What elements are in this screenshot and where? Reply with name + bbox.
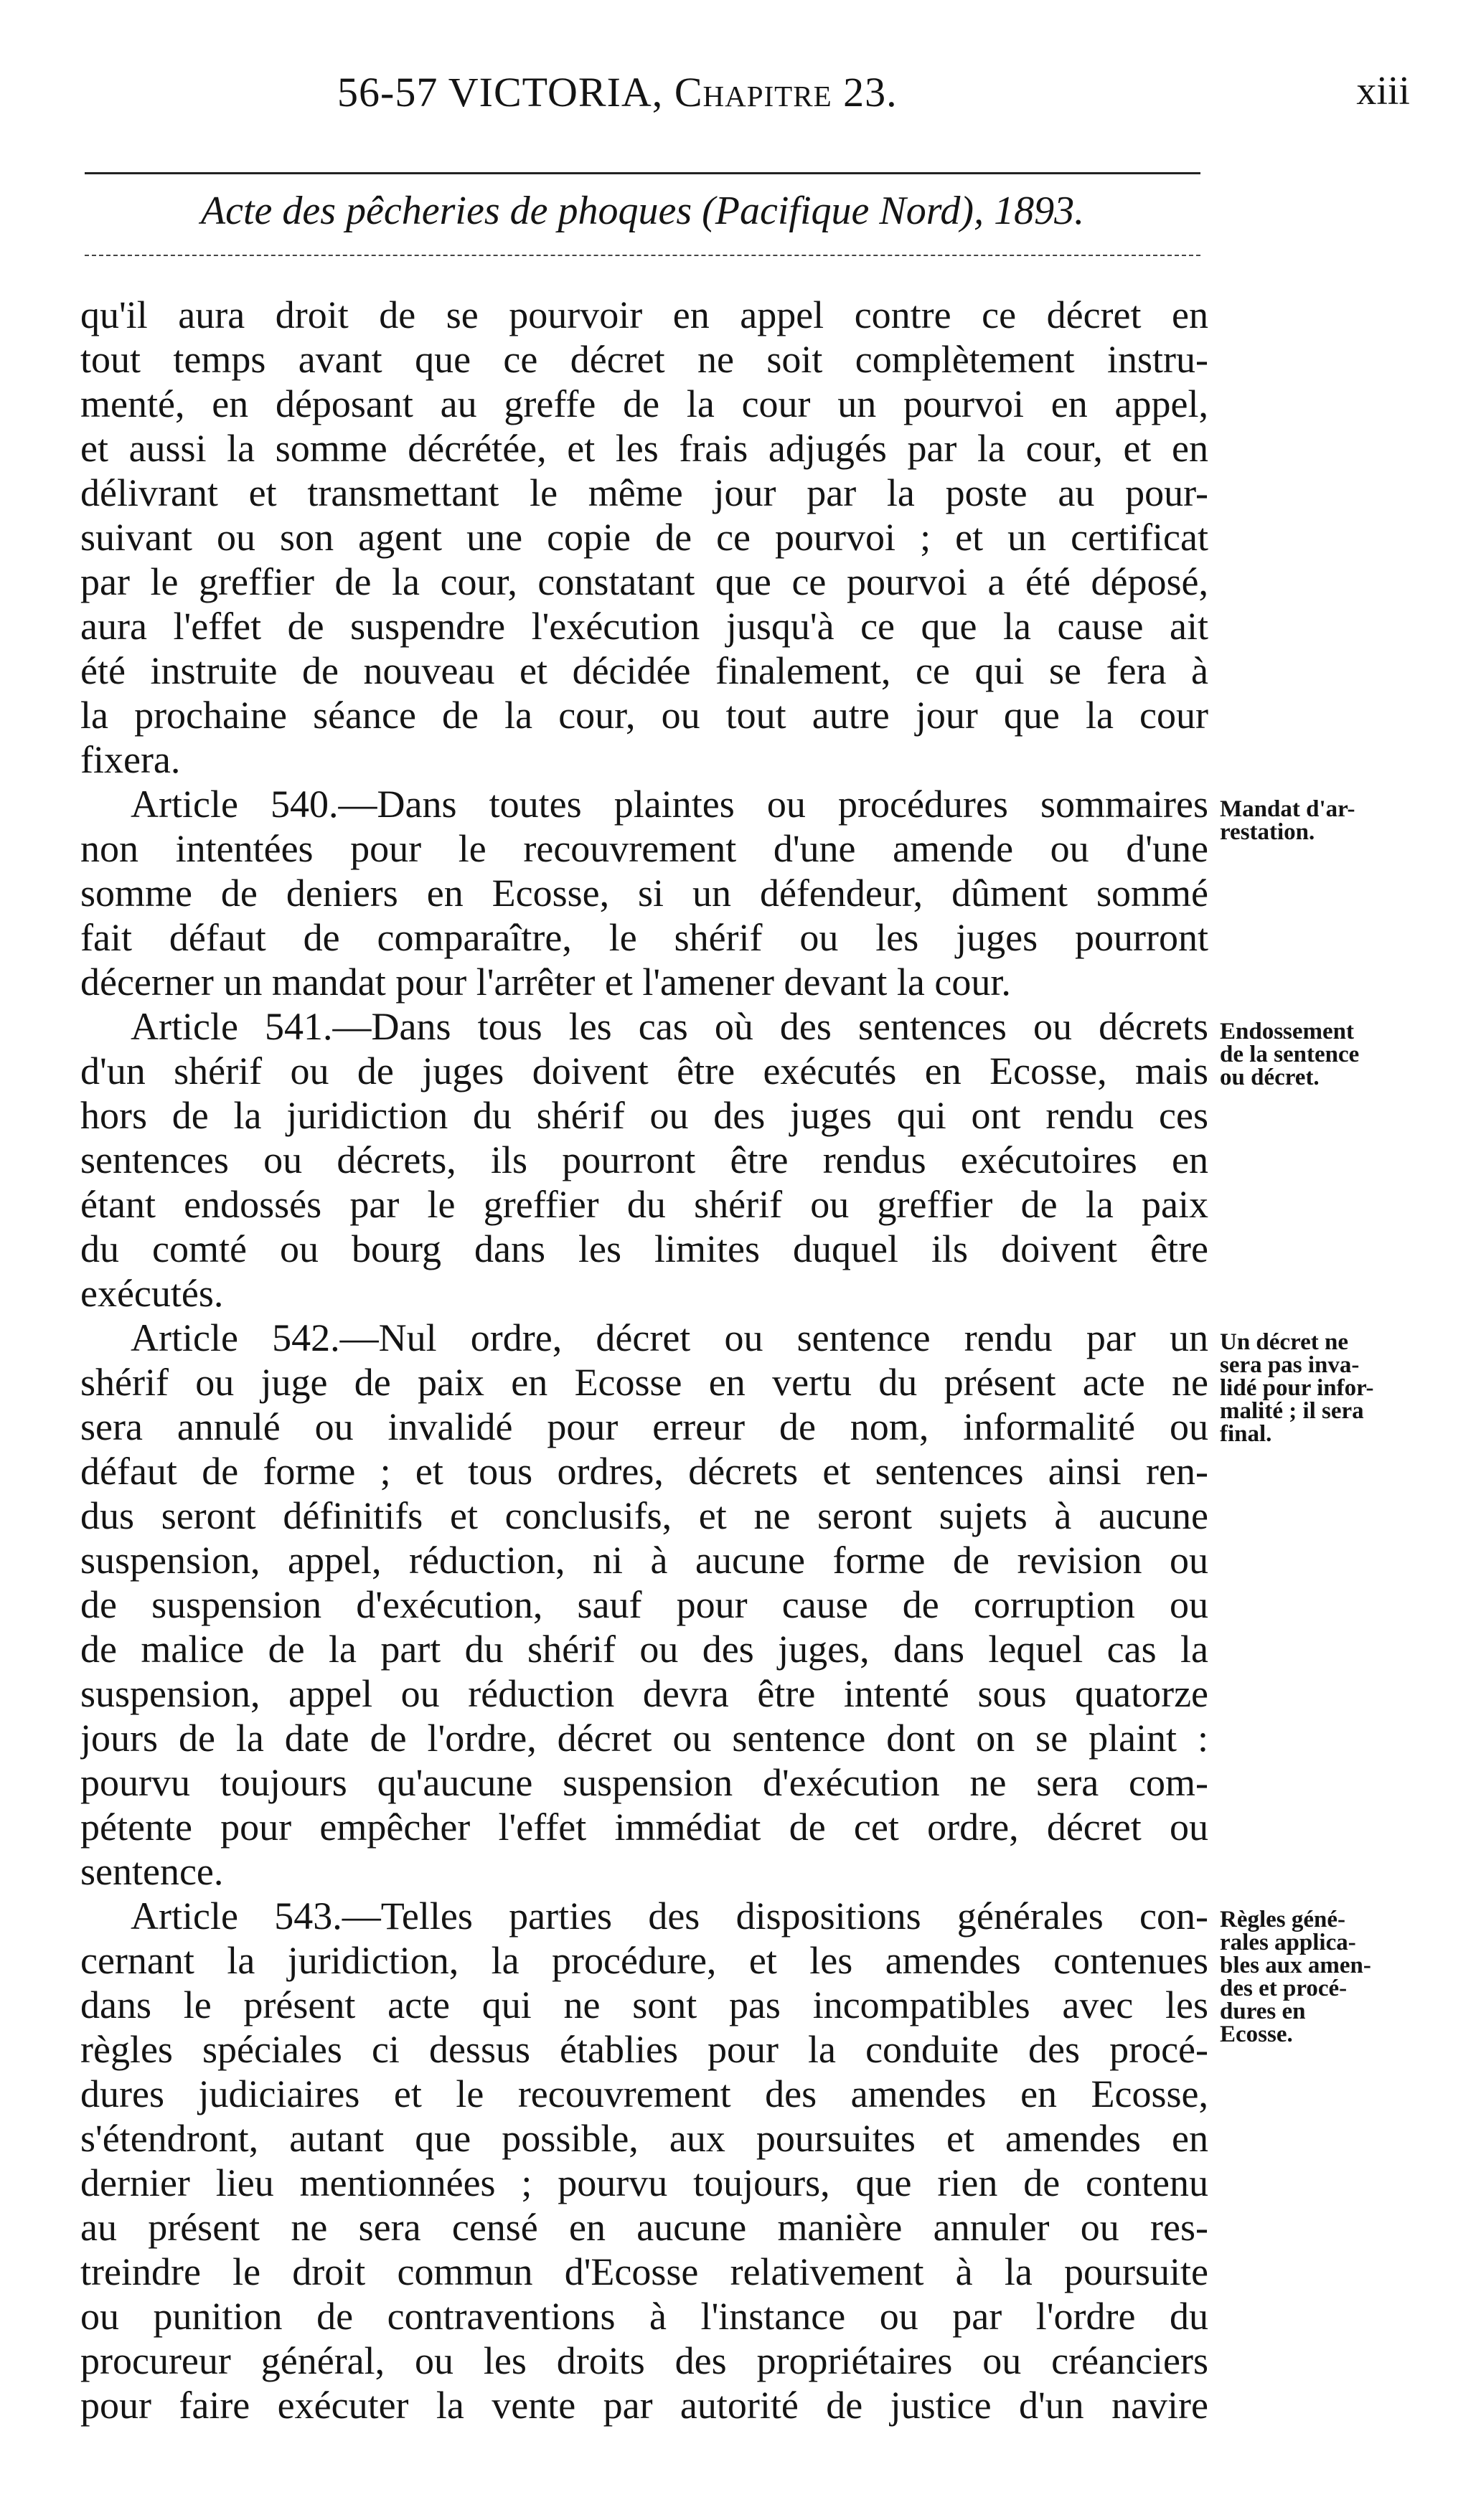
body-line: dus seront définitifs et conclusifs, et ne seront sujets à aucune bbox=[80, 1494, 1208, 1537]
header-rule-bottom bbox=[85, 255, 1200, 256]
margin-note-line: malité ; il sera bbox=[1220, 1398, 1364, 1424]
margin-note-line: de la sentence bbox=[1220, 1042, 1360, 1067]
margin-note-line: Mandat d'ar- bbox=[1220, 796, 1355, 822]
margin-note-line: Endossement bbox=[1220, 1019, 1355, 1044]
body-line: dernier lieu mentionnées ; pourvu toujours, que rien de contenu bbox=[80, 2161, 1208, 2204]
running-head-title bbox=[337, 68, 898, 116]
body-line: qu'il aura droit de se pourvoir en appel contre ce décret en bbox=[80, 293, 1208, 336]
body-line: tout temps avant que ce décret ne soit complètement instru- bbox=[80, 338, 1208, 381]
margin-note-line: bles aux amen- bbox=[1220, 1953, 1371, 1978]
body-line: décerner un mandat pour l'arrêter et l'amener devant la cour. bbox=[80, 961, 1011, 1004]
body-line: suivant ou son agent une copie de ce pourvoi ; et un certificat bbox=[80, 516, 1208, 559]
body-line: somme de deniers en Ecosse, si un défendeur, dûment sommé bbox=[80, 872, 1208, 915]
body-line: treindre le droit commun d'Ecosse relativement à la poursuite bbox=[80, 2250, 1208, 2293]
body-line: d'un shérif ou de juges doivent être exécutés en Ecosse, mais bbox=[80, 1049, 1208, 1093]
article-540-heading-line: Article 540.—Dans toutes plaintes ou procédures sommaires bbox=[131, 783, 1208, 826]
margin-note-line: sera pas inva- bbox=[1220, 1352, 1360, 1378]
margin-note-line: dures en bbox=[1220, 1998, 1306, 2024]
body-line: sentence. bbox=[80, 1850, 224, 1893]
body-line: fixera. bbox=[80, 738, 181, 781]
body-line: au présent ne sera censé en aucune manière annuler ou res- bbox=[80, 2206, 1208, 2249]
margin-note-line: restation. bbox=[1220, 819, 1315, 845]
body-line: shérif ou juge de paix en Ecosse en vertu du présent acte ne bbox=[80, 1361, 1208, 1404]
margin-note-line: rales applica- bbox=[1220, 1930, 1356, 1955]
body-line: dans le présent acte qui ne sont pas incompatibles avec les bbox=[80, 1983, 1208, 2026]
article-541-heading-line: Article 541.—Dans tous les cas où des sentences ou décrets bbox=[131, 1005, 1208, 1048]
margin-note-decret-final bbox=[1220, 1331, 1449, 1445]
body-line: jours de la date de l'ordre, décret ou sentence dont on se plaint : bbox=[80, 1717, 1208, 1760]
header-rule-top bbox=[85, 172, 1200, 174]
margin-note-mandat bbox=[1220, 798, 1449, 844]
margin-note-line: des et procé- bbox=[1220, 1976, 1348, 2001]
body-line: sera annulé ou invalidé pour erreur de nom, informalité ou bbox=[80, 1405, 1208, 1448]
body-line: par le greffier de la cour, constatant que ce pourvoi a été déposé, bbox=[80, 560, 1208, 603]
body-line: s'étendront, autant que possible, aux poursuites et amendes en bbox=[80, 2117, 1208, 2160]
body-line: pourvu toujours qu'aucune suspension d'exécution ne sera com- bbox=[80, 1761, 1208, 1804]
body-line: été instruite de nouveau et décidée finalement, ce qui se fera à bbox=[80, 649, 1208, 692]
margin-note-line: Un décret ne bbox=[1220, 1329, 1349, 1355]
body-line: non intentées pour le recouvrement d'une amende ou d'une bbox=[80, 827, 1208, 870]
body-line: règles spéciales ci dessus établies pour la conduite des procé- bbox=[80, 2028, 1208, 2071]
body-line: de malice de la part du shérif ou des juges, dans lequel cas la bbox=[80, 1628, 1208, 1671]
body-line: procureur général, ou les droits des propriétaires ou créanciers bbox=[80, 2339, 1208, 2382]
body-line: délivrant et transmettant le même jour par la poste au pour- bbox=[80, 471, 1208, 514]
running-head-chapter: Chapitre 23. bbox=[674, 69, 898, 115]
body-line: menté, en déposant au greffe de la cour un pourvoi en appel, bbox=[80, 382, 1208, 425]
body-line: défaut de forme ; et tous ordres, décrets et sentences ainsi ren- bbox=[80, 1450, 1208, 1493]
body-line: cernant la juridiction, la procédure, et les amendes contenues bbox=[80, 1939, 1208, 1982]
margin-note-line: lidé pour infor- bbox=[1220, 1375, 1374, 1401]
body-line: exécutés. bbox=[80, 1272, 224, 1315]
body-line: sentences ou décrets, ils pourront être rendus exécutoires en bbox=[80, 1138, 1208, 1181]
body-line: suspension, appel ou réduction devra être intenté sous quatorze bbox=[80, 1672, 1208, 1715]
body-line: fait défaut de comparaître, le shérif ou les juges pourront bbox=[80, 916, 1208, 959]
body-text bbox=[80, 293, 1208, 2427]
body-line: du comté ou bourg dans les limites duquel ils doivent être bbox=[80, 1227, 1208, 1270]
page-number: xiii bbox=[1356, 69, 1410, 113]
body-line: étant endossés par le greffier du shérif ou greffier de la paix bbox=[80, 1183, 1208, 1226]
margin-note-endossement bbox=[1220, 1020, 1449, 1089]
body-line: de suspension d'exécution, sauf pour cause de corruption ou bbox=[80, 1583, 1208, 1626]
article-542-heading-line: Article 542.—Nul ordre, décret ou sentence rendu par un bbox=[131, 1316, 1208, 1359]
article-543-heading-line: Article 543.—Telles parties des dispositions générales con- bbox=[131, 1894, 1208, 1938]
margin-note-line: Règles géné- bbox=[1220, 1907, 1346, 1933]
body-line: pétente pour empêcher l'effet immédiat de cet ordre, décret ou bbox=[80, 1806, 1208, 1849]
body-line: hors de la juridiction du shérif ou des juges qui ont rendu ces bbox=[80, 1094, 1208, 1137]
body-line: ou punition de contraventions à l'instance ou par l'ordre du bbox=[80, 2295, 1208, 2338]
body-line: aura l'effet de suspendre l'exécution jusqu'à ce que la cause ait bbox=[80, 605, 1208, 648]
running-head bbox=[79, 68, 1424, 126]
body-line: suspension, appel, réduction, ni à aucune forme de revision ou bbox=[80, 1539, 1208, 1582]
margin-note-line: Ecosse. bbox=[1220, 2021, 1293, 2047]
body-line: dures judiciaires et le recouvrement des amendes en Ecosse, bbox=[80, 2072, 1208, 2115]
running-head-title-prefix: 56-57 VICTORIA, bbox=[337, 69, 664, 115]
act-subtitle: Acte des pêcheries de phoques (Pacifique Nord), 1893. bbox=[200, 189, 1085, 233]
margin-note-regles-generales bbox=[1220, 1908, 1449, 2046]
margin-note-line: final. bbox=[1220, 1421, 1272, 1447]
body-line: la prochaine séance de la cour, ou tout autre jour que la cour bbox=[80, 694, 1208, 737]
margin-note-line: ou décret. bbox=[1220, 1065, 1320, 1090]
body-line: pour faire exécuter la vente par autorité de justice d'un navire bbox=[80, 2384, 1208, 2427]
body-line: et aussi la somme décrétée, et les frais adjugés par la cour, et en bbox=[80, 427, 1208, 470]
